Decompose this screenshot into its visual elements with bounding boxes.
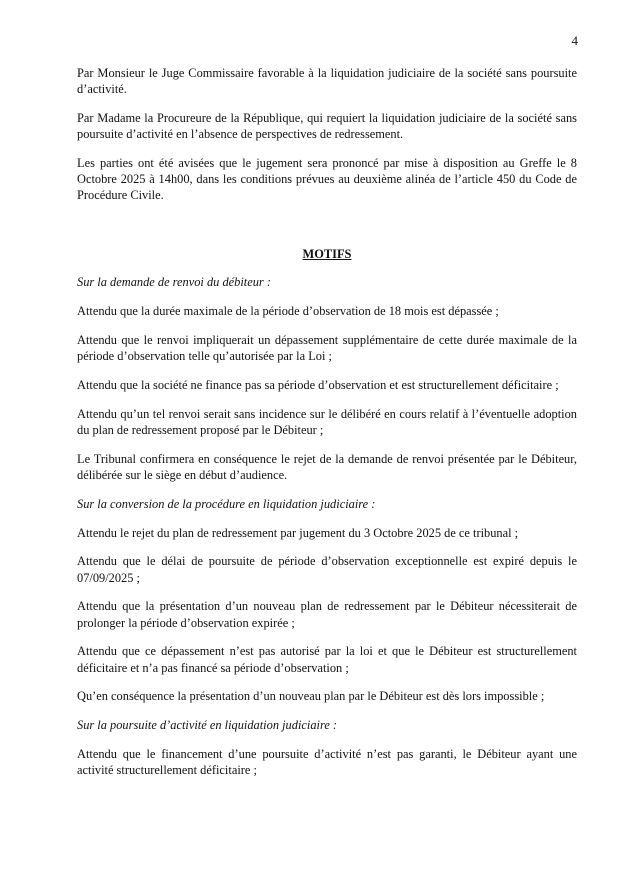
motif-paragraph: Qu’en conséquence la présentation d’un nouveau plan par le Débiteur est dès lors impossible ; xyxy=(77,689,545,704)
motif-paragraph: Attendu que le délai de poursuite de période d’observation exceptionnelle est expiré depuis le 07/09/2025 ; xyxy=(77,554,577,585)
motif-paragraph: Attendu que la société ne finance pas sa période d’observation et est structurellement déficitaire ; xyxy=(77,378,559,392)
page-number: 4 xyxy=(571,33,578,48)
intro-paragraph: Les parties ont été avisées que le jugement sera prononcé par mise à disposition au Greffe le 8 Octobre 2025 à 14h00, dans les conditions prévues au deuxième alinéa de l’article 450 du Code de Procédure Civile. xyxy=(77,156,577,203)
intro-paragraph: Par Madame la Procureure de la République, qui requiert la liquidation judiciaire de la société sans poursuite d’activité en l’absence de perspectives de redressement. xyxy=(77,111,577,142)
document-body xyxy=(77,65,577,791)
motif-paragraph: Attendu que le financement d’une poursuite d’activité n’est pas garanti, le Débiteur ayant une activité structurellement déficitaire ; xyxy=(77,746,577,778)
motifs-title: MOTIFS xyxy=(302,246,352,261)
intro-paragraph: Par Monsieur le Juge Commissaire favorable à la liquidation judiciaire de la société sans poursuite d’activité. xyxy=(77,66,577,97)
motif-paragraph: Attendu que la présentation d’un nouveau plan de redressement par le Débiteur nécessiterait de prolonger la période d’observation expirée ; xyxy=(77,599,577,630)
motif-paragraph: Attendu que ce dépassement n’est pas autorisé par la loi et que le Débiteur est structurellement déficitaire et n’a pas financé sa période d’observation ; xyxy=(77,644,577,675)
section-heading: Sur la demande de renvoi du débiteur : xyxy=(77,275,271,290)
motif-paragraph: Attendu que la durée maximale de la période d’observation de 18 mois est dépassée ; xyxy=(77,304,499,319)
section-heading: Sur la conversion de la procédure en liquidation judiciaire : xyxy=(77,496,376,511)
motif-paragraph: Le Tribunal confirmera en conséquence le rejet de la demande de renvoi présentée par le Débiteur, délibérée sur le siège en début d’audience. xyxy=(77,451,577,482)
motif-paragraph: Attendu que le renvoi impliquerait un dépassement supplémentaire de cette durée maximale de la période d’observation telle qu’autorisée par la Loi ; xyxy=(77,333,577,364)
section-heading: Sur la poursuite d’activité en liquidation judiciaire : xyxy=(77,718,338,733)
motif-paragraph: Attendu qu’un tel renvoi serait sans incidence sur le délibéré en cours relatif à l’éventuelle adoption du plan de redressement proposé par le Débiteur ; xyxy=(77,406,577,437)
motif-paragraph: Attendu le rejet du plan de redressement par jugement du 3 Octobre 2025 de ce tribunal ; xyxy=(77,525,519,540)
